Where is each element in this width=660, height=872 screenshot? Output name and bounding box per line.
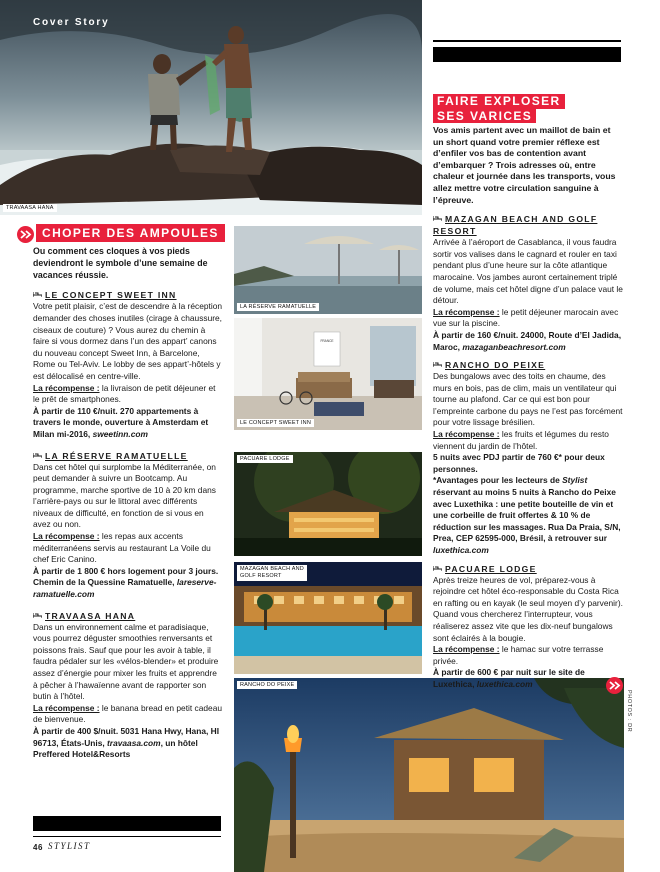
bed-icon [433, 564, 442, 572]
bed-icon [33, 290, 42, 298]
right-heading-line2: SES VARICES [433, 109, 536, 123]
photo-caption-mazagan: MAZAGAN BEACH AND GOLF RESORT [237, 565, 307, 581]
left-column [33, 246, 223, 761]
right-heading-line1: FAIRE EXPLOSER [433, 94, 565, 109]
note-peixe-a: *Avantages pour les lecteurs de [433, 475, 563, 486]
reward-mazagan: le petit déjeuner marocain avec vue sur la piscine. [433, 306, 619, 329]
reward-pacuare: le hamac sur votre terrasse privée. [433, 644, 604, 666]
hero-photo-travaasa [0, 0, 422, 215]
photo-caption-sweetinn: LE CONCEPT SWEET INN [237, 419, 314, 427]
arrow-right-icon [17, 226, 34, 243]
price-travaasa: À partir de 400 $/nuit. 5031 Hana Hwy, Hana, HI 96713, États-Unis, [33, 725, 220, 748]
reward-ramatuelle: les repas aux accents méditerranéens servis au restaurant La Voile du chef Eric Canino. [33, 531, 211, 565]
link-peixe[interactable]: luxethica.com [433, 545, 489, 555]
reward-label-pacuare: La récompense : [433, 644, 500, 655]
reward-label-peixe: La récompense : [433, 429, 500, 440]
bed-icon [33, 611, 42, 619]
bed-icon [33, 451, 42, 459]
wall-sign-text: FRANCE [320, 339, 334, 343]
bed-icon [433, 214, 442, 222]
item-title-travaasa: TRAVAASA HANA [33, 610, 223, 622]
photo-pacuare [234, 452, 422, 556]
link-travaasa[interactable]: travaasa.com [107, 737, 161, 748]
item-body-pacuare: Après treize heures de vol, préparez-vous à rejoindre cet hôtel éco-responsable du Costa Rica en rafting ou en kayak (le seul moyen d’y parvenir). Quand vous chercherez l’interrupteur, vous réaliserez assez vite que les dix-neuf bungalows sont éclairés à la bougie. [433, 574, 623, 643]
pool-umbrellas-photo [234, 226, 422, 314]
reward-label-ramatuelle: La récompense : [33, 531, 100, 542]
reward-label-mazagan: La récompense : [433, 306, 500, 317]
fishermen-photo [0, 0, 422, 215]
price-ramatuelle: À partir de 1 800 € hors logement pour 3 jours. Chemin de la Quessine Ramatuelle, [33, 565, 219, 588]
bed-icon [433, 360, 442, 368]
link-pacuare[interactable]: luxethica.com [476, 678, 533, 689]
item-title-pacuare: PACUARE LODGE [433, 563, 623, 575]
photo-sweetinn [234, 318, 422, 430]
price-end-travaasa: , un hôtel Preffered Hotel&Resorts [33, 737, 198, 760]
item-body-travaasa: Dans un environnement calme et paradisiaque, vous pourrez déguster smoothies renversants et poissons frais. Sauf que pour les avoir à table, il faudra pédaler sur les «vélos-blender» et produire assez d’énergie pour mixer les fruits et apprendre à pêcher à l’hawaïenne avant de rapporter son butin à l’hôtel. [33, 621, 219, 702]
photo-mazagan [234, 562, 422, 674]
link-mazagan[interactable]: mazaganbeachresort.com [462, 341, 566, 352]
reward-peixe: les fruits et légumes du resto viennent du jardin de l’hôtel. [433, 429, 609, 451]
reward-sweetinn: la livraison de petit déjeuner et le prêt de smartphones. [33, 382, 216, 405]
price-pacuare: À partir de 600 € par nuit sur le site de Luxethica, [433, 667, 585, 689]
apartment-photo [234, 318, 422, 430]
photo-rancho [234, 678, 624, 872]
page-number: 46 [33, 843, 43, 852]
item-body-sweetinn: Votre petit plaisir, c’est de descendre à la réception demander des choses inutiles (cirage à chaussure, ciseaux de couture) ? Vous aurez du chemin à faire si vous dormez dans l’un des appart’ canons du nouveau concept Sweet Inn, à Barcelone, Rome ou Tel-Aviv. Le lobby de ses appart’-hôtels y est délocalisé en centre-ville. [33, 301, 223, 381]
photo-ramatuelle [234, 226, 422, 314]
price-mazagan: À partir de 160 €/nuit. 24000, Route d’El Jadida, Maroc, [433, 329, 622, 352]
bottom-left-black-bar [33, 816, 221, 831]
item-title-peixe: RANCHO DO PEIXE [433, 359, 623, 371]
item-title-ramatuelle: LA RÉSERVE RAMATUELLE [33, 450, 223, 462]
item-body-ramatuelle: Dans cet hôtel qui surplombe la Méditerranée, on peut demander à suivre un Bootcamp. Au programme, marche sportive de 10 à 20 km dans l’arrière-pays ou sur le littoral avec différents niveaux de difficulté, en fonction de si vous en avez ou non. [33, 461, 216, 530]
price-sweetinn: À partir de 110 €/nuit. 270 appartements à travers le monde, ouverture à Amsterdam et Milan mi-2016, [33, 405, 209, 439]
photo-caption-ramatuelle: LA RÉSERVE RAMATUELLE [237, 303, 319, 311]
photo-credits: PHOTOS : DR [626, 690, 632, 733]
link-sweetinn[interactable]: sweetinn.com [92, 428, 148, 439]
price-peixe: 5 nuits avec PDJ partir de 760 €* pour deux personnes. [433, 452, 605, 474]
section-label: Cover Story [33, 17, 110, 28]
reward-label-sweetinn: La récompense : [33, 382, 100, 393]
right-intro: Vos amis partent avec un maillot de bain et un short quand votre premier réflexe est d’enfiler vos bas de contention avant d’embarquer ? Trois adresses où, entre chaleur et journée dans les transports, vous allez mettre votre circulation sanguine à l’épreuve. [433, 125, 616, 205]
item-body-mazagan: Arrivée à l’aéroport de Casablanca, il vous faudra sortir vos valises dans le cagnard et rouler en taxi pendant plus d’une heure sur la côte atlantique marocaine. Vos jambes auront certainement triplé de volume, mais cet hôtel digne d’un palace vaut le détour. [433, 237, 623, 306]
top-right-rule [433, 40, 621, 42]
item-body-peixe: Des bungalows avec des toits en chaume, des murs en bois, pas de clim, mais un ventilateur qui tourne au plafond. Car ce qui est bon pour l’empreinte carbone du pays ne l’est pas forcément pour votre lissage brésilien. [433, 371, 623, 428]
bungalow-photo [234, 678, 624, 872]
photo-caption-pacuare: PACUARE LODGE [237, 455, 293, 463]
note-peixe-b: réservant au moins 5 nuits à Rancho do Peixe avec Luxethika : une petite bouteille de vin et une corbeille de fruit offertes & 10 % de réduction sur les massages. Rua Da Praia, S/N, Prea, CEP 62595-000, Brésil, à retrouver sur [433, 487, 621, 544]
lodge-night-photo [234, 452, 422, 556]
left-heading: CHOPER DES AMPOULES [36, 224, 225, 242]
right-column [433, 125, 623, 691]
photo-caption-travaasa: TRAVAASA HANA [3, 204, 57, 212]
bottom-left-rule [33, 836, 221, 837]
top-right-black-bar [433, 47, 621, 62]
magazine-name: STYLIST [48, 841, 91, 851]
item-title-mazagan: MAZAGAN BEACH AND GOLF RESORT [433, 214, 598, 237]
note-peixe-brand: Stylist [562, 475, 588, 486]
reward-travaasa: le banana bread en petit cadeau de bienvenue. [33, 702, 223, 725]
arrow-right-icon-end [606, 677, 623, 694]
link-ramatuelle[interactable]: lareserve-ramatuelle.com [33, 577, 217, 600]
left-intro: Ou comment ces cloques à vos pieds deviendront le symbole d’une semaine de vacances réussie. [33, 246, 208, 280]
item-title-sweetinn: LE CONCEPT SWEET INN [33, 289, 223, 301]
photo-caption-rancho: RANCHO DO PEIXE [237, 681, 297, 689]
reward-label-travaasa: La récompense : [33, 702, 100, 713]
